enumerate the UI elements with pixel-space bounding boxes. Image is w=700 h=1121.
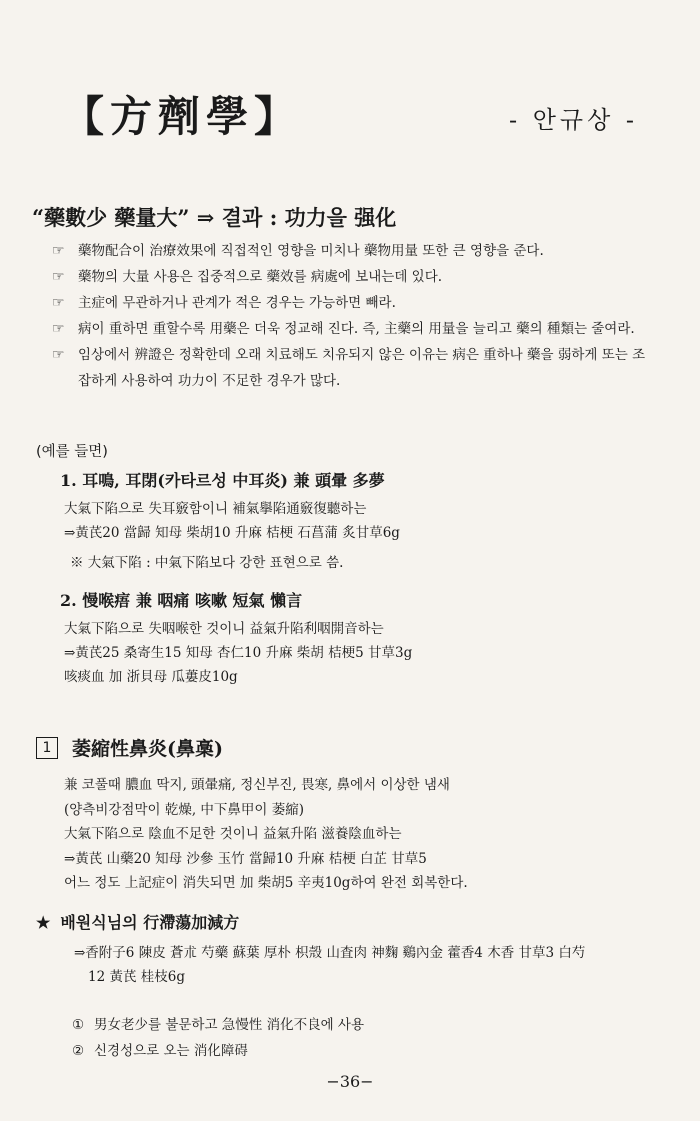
section-title: 萎縮性鼻炎(鼻槀) [72, 738, 223, 760]
prescription-line: 12 黃芪 桂枝6g [88, 969, 185, 985]
section-atrophic-rhinitis [36, 734, 656, 896]
pointing-hand-icon: ☞ [52, 347, 65, 363]
usage-note: ① 男女老少를 불문하고 急慢性 消化不良에 사용 [72, 1017, 364, 1033]
star-title: 배원식님의 行滯蕩加減方 [60, 913, 240, 932]
principle-item: ☞ 藥物의 大量 사용은 집중적으로 藥效를 病處에 보내는데 있다. [52, 264, 652, 290]
document-title: 【方劑學】 [62, 92, 303, 141]
case-line: 咳痰血 加 浙貝母 瓜蔞皮10g [64, 669, 238, 685]
section-line: 大氣下陷으로 陰血不足한 것이니 益氣升陷 滋養陰血하는 [64, 826, 402, 842]
section-line: 兼 코풀때 膿血 딱지, 頭暈痛, 정신부진, 畏寒, 鼻에서 이상한 냄새 [64, 777, 450, 793]
usage-notes [72, 1012, 364, 1064]
case-line: 大氣下陷으로 失耳竅함이니 補氣擧陷通竅復聽하는 [64, 501, 367, 517]
principle-item: ☞ 主症에 무관하거나 관계가 적은 경우는 가능하면 빼라. [52, 290, 652, 316]
pointing-hand-icon: ☞ [52, 321, 65, 337]
case-1 [60, 468, 660, 575]
section-line: (양측비강점막이 乾燥, 中下鼻甲이 萎縮) [64, 801, 305, 818]
pointing-hand-icon: ☞ [52, 295, 65, 311]
example-label: (예를 들면) [36, 444, 108, 460]
case-title: 2. 慢喉痦 兼 咽痛 咳嗽 短氣 懶言 [60, 591, 303, 610]
case-title: 1. 耳鳴, 耳閉(카타르성 中耳炎) 兼 頭暈 多夢 [60, 471, 385, 490]
summary-heading: “藥數少 藥量大” ⇒ 결과 : 功力을 强化 [32, 205, 397, 230]
pointing-hand-icon: ☞ [52, 243, 65, 259]
principle-list [52, 238, 652, 394]
page-number: −36− [326, 1072, 374, 1091]
principle-item: ☞ 임상에서 辨證은 정확한데 오래 치료해도 치유되지 않은 이유는 病은 重하나 藥을 弱하게 또는 조잡하게 사용하여 功力이 不足한 경우가 많다. [52, 342, 652, 394]
case-note: ※ 大氣下陷 : 中氣下陷보다 강한 표현으로 씀. [70, 555, 344, 571]
case-2 [60, 588, 660, 689]
author-name: - 안규상 - [508, 106, 638, 134]
usage-note: ② 신경성으로 오는 消化障碍 [72, 1043, 248, 1059]
prescription-line: ⇒黃芪20 當歸 知母 柴胡10 升麻 桔梗 石菖蒲 炙甘草6g [64, 525, 400, 541]
case-line: 大氣下陷으로 失咽喉한 것이니 益氣升陷利咽開音하는 [64, 621, 384, 637]
principle-item: ☞ 藥物配合이 治療效果에 직접적인 영향을 미치나 藥物用量 또한 큰 영향을 준다. [52, 238, 652, 264]
section-line: 어느 정도 上記症이 消失되면 加 柴胡5 辛夷10g하여 완전 회복한다. [64, 875, 468, 891]
prescription-line: ⇒黃芪25 桑寄生15 知母 杏仁10 升麻 柴胡 桔梗5 甘草3g [64, 645, 413, 661]
principle-item: ☞ 病이 重하면 重할수록 用藥은 더욱 정교해 진다. 즉, 主藥의 用量을 늘리고 藥의 種類는 줄여라. [52, 316, 652, 342]
star-icon: ★ [36, 913, 51, 932]
prescription-line: ⇒黃芪 山藥20 知母 沙參 玉竹 當歸10 升麻 桔梗 白芷 甘草5 [64, 850, 427, 867]
prescription-line: ⇒香附子6 陳皮 蒼朮 芍藥 蘇葉 厚朴 枳殼 山査肉 神麴 鷄內金 藿香4 木香 甘草3 白芍 [74, 945, 586, 961]
section-number: 1 [36, 737, 58, 759]
star-section [36, 910, 676, 989]
pointing-hand-icon: ☞ [52, 269, 65, 285]
